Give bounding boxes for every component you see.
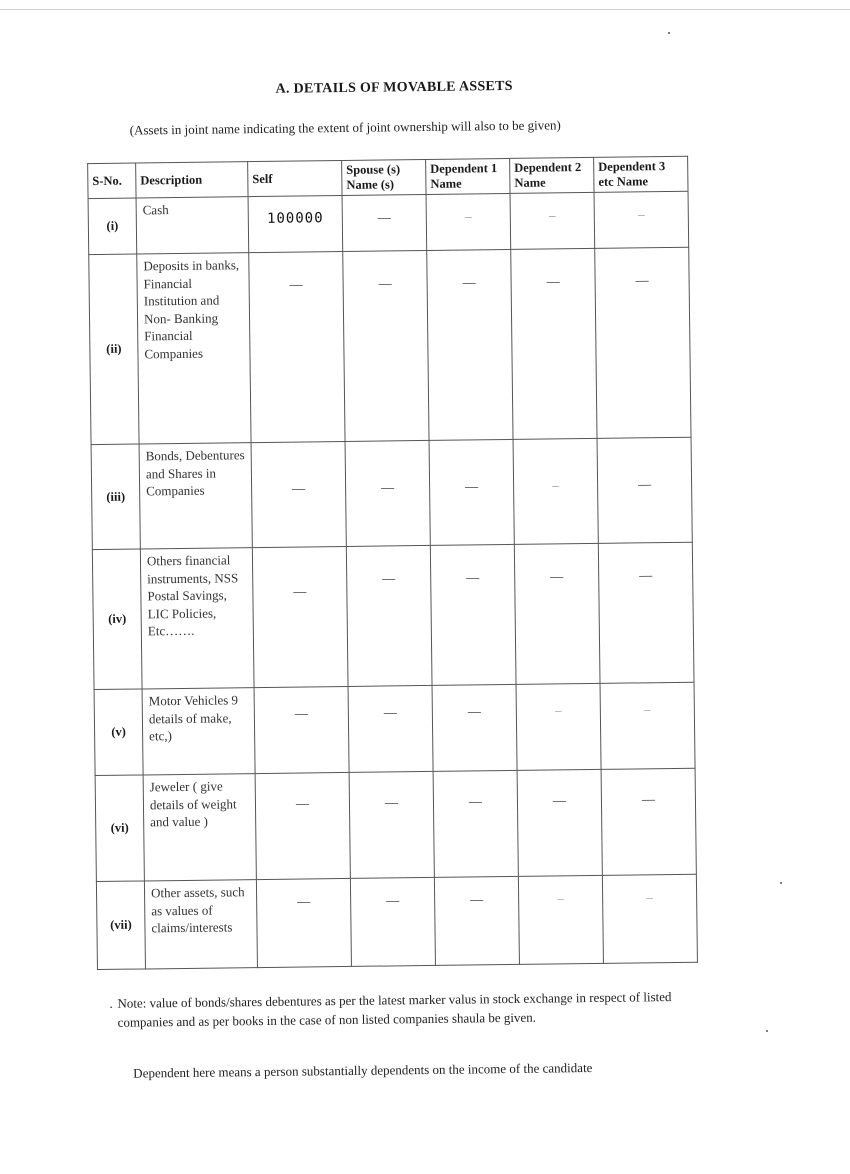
cell-self: — — [255, 772, 350, 879]
row-description: Other assets, such as values of claims/interests — [144, 880, 257, 969]
cell-dependent-2: – — [518, 875, 603, 964]
table-row — [89, 247, 691, 444]
table-row — [96, 874, 697, 969]
cell-dependent-2: – — [510, 192, 595, 249]
header-description: Description — [136, 162, 248, 198]
row-sno: (ii) — [89, 254, 139, 445]
cell-dependent-2: — — [517, 769, 602, 876]
table-row — [94, 682, 695, 775]
row-description: Deposits in banks, Financial Institution and Non- Banking Financial Companies — [137, 253, 251, 444]
cell-dependent-3: – — [600, 682, 695, 769]
cell-dependent-1: — — [433, 770, 518, 877]
cell-dependent-1: — — [434, 876, 519, 965]
header-sno: S-No. — [88, 163, 136, 199]
cell-dependent-2: – — [516, 683, 601, 770]
cell-dependent-3: — — [595, 247, 691, 438]
cell-dependent-2: — — [514, 543, 600, 684]
cell-spouse: — — [343, 250, 429, 441]
table-row — [88, 191, 689, 254]
table-row — [92, 542, 694, 689]
header-self: Self — [248, 160, 342, 196]
cell-self: — — [254, 686, 349, 773]
scan-speck — [780, 882, 782, 884]
header-dependent-3: Dependent 3 etc Name — [594, 156, 688, 192]
header-dependent-2: Dependent 2 Name — [510, 157, 594, 193]
cell-dependent-3: – — [594, 191, 689, 248]
cell-dependent-3: – — [602, 874, 697, 963]
cell-spouse: — — [345, 440, 430, 546]
header-spouse: Spouse (s) Name (s) — [342, 159, 426, 195]
cell-spouse: — — [350, 877, 435, 966]
cell-self: — — [251, 441, 346, 547]
scan-speck — [766, 1030, 768, 1032]
cell-self: — — [252, 546, 348, 687]
cell-dependent-3: — — [601, 768, 696, 875]
table-row — [95, 768, 696, 881]
cell-self: — — [256, 878, 351, 967]
cell-dependent-3: — — [598, 542, 694, 683]
cell-self: — — [249, 251, 345, 442]
row-description: Cash — [136, 197, 249, 254]
cell-dependent-1: — — [427, 249, 513, 440]
cell-dependent-2: — — [511, 248, 597, 439]
cell-spouse: — — [342, 194, 427, 251]
row-sno: (v) — [94, 689, 143, 776]
cell-spouse: — — [346, 545, 432, 686]
row-sno: (iv) — [92, 549, 142, 690]
dependent-definition: Dependent here means a person substantially dependents on the income of the candidate — [133, 1059, 593, 1081]
row-sno: (vii) — [96, 881, 145, 970]
row-description: Motor Vehicles 9 details of make, etc,) — [142, 688, 255, 775]
cell-dependent-1: — — [429, 439, 514, 545]
header-dependent-1: Dependent 1 Name — [426, 158, 510, 194]
row-description: Jeweler ( give details of weight and value ) — [143, 774, 256, 881]
cell-dependent-1: — — [430, 544, 516, 685]
row-description: Others financial instruments, NSS Postal Savings, LIC Policies, Etc……. — [140, 548, 254, 689]
cell-spouse: — — [349, 771, 434, 878]
cell-spouse: — — [348, 685, 433, 772]
note-paragraph — [109, 987, 687, 1032]
cell-dependent-3: — — [597, 437, 692, 543]
row-sno: (i) — [88, 198, 137, 255]
cell-dependent-1: — — [432, 684, 517, 771]
note-bullet: . — [109, 995, 113, 1011]
table-row — [91, 437, 692, 549]
row-description: Bonds, Debentures and Shares in Companies — [139, 443, 252, 549]
cell-dependent-1: – — [426, 193, 511, 250]
row-sno: (iii) — [91, 444, 140, 550]
page-title: A. DETAILS OF MOVABLE ASSETS — [275, 78, 513, 97]
cell-dependent-2: – — [513, 438, 598, 544]
scan-speck — [668, 32, 670, 34]
note-text: Note: value of bonds/shares debentures as per the latest marker valus in stock exchange in respect of listed companies and as per books in the case of non listed companies shaula be given. — [117, 989, 672, 1030]
cell-self: 100000 — [248, 195, 343, 252]
row-sno: (vi) — [95, 775, 144, 882]
page-subtitle: (Assets in joint name indicating the extent of joint ownership will also to be given) — [129, 117, 561, 138]
movable-assets-table — [87, 156, 698, 970]
